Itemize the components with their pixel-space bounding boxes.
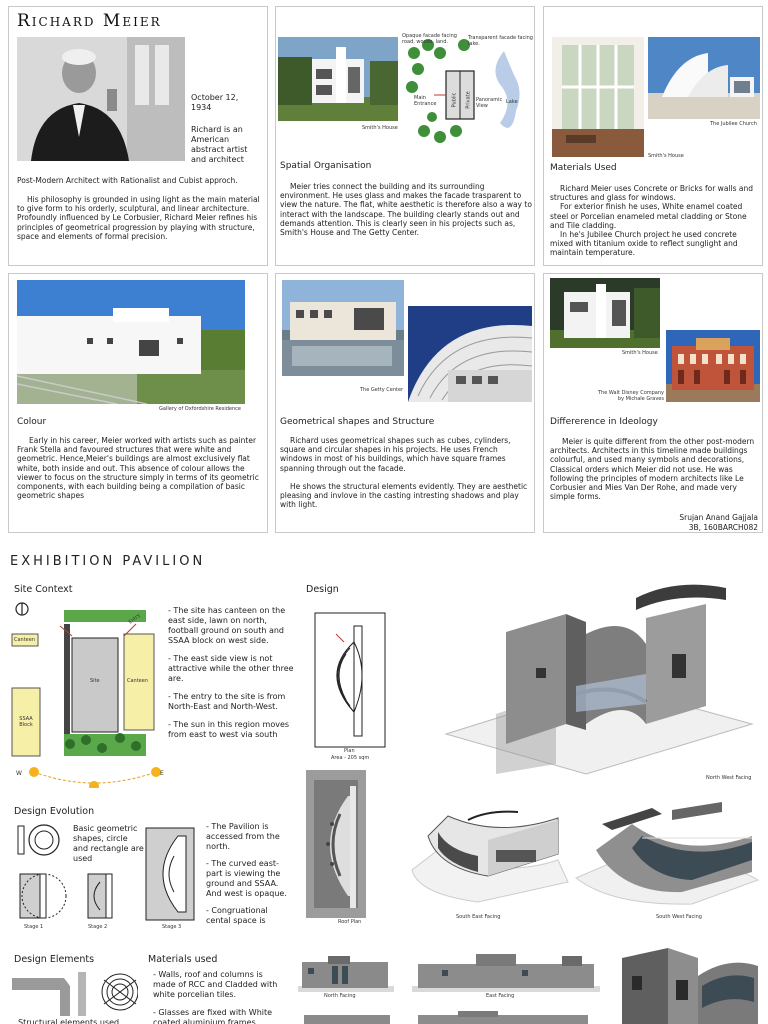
view-sw-caption: South West Facing	[656, 914, 702, 920]
ideology-heading: Differerence in Ideology	[550, 417, 658, 427]
spatial-heading: Spatial Organisation	[280, 161, 372, 171]
materials-heading: Materials Used	[550, 163, 617, 173]
label-view: Panoramic View	[476, 97, 503, 109]
site-heading: Site Context	[14, 584, 73, 595]
pavilion-materials-heading: Materials used	[148, 954, 218, 965]
geometry-p1: Richard uses geometrical shapes such as cubes, cylinders, square and circular shapes in his projects. He uses French windows in most of his buildings, which have square frames spanning through out the facade.	[280, 436, 511, 473]
card-colour	[8, 273, 268, 533]
view-nw-caption: North West Facing	[706, 775, 752, 781]
roof-plan	[306, 770, 366, 918]
site-label-east: E	[160, 770, 164, 777]
pavilion-materials-points	[153, 970, 285, 1024]
page-title: Richard Meier	[17, 11, 162, 31]
stage2-caption: Stage 2	[88, 924, 108, 930]
bio-short: Richard is an American abstract artist and architect	[191, 125, 248, 164]
render-south-east	[408, 790, 572, 912]
elements-text: Structural elements used	[18, 1018, 120, 1024]
materials-smiths-caption: Smith's House	[648, 153, 684, 159]
roof-plan-caption: Roof Plan	[338, 919, 362, 925]
site-label-canteen-right: Canteen	[127, 678, 149, 684]
site-point: - The east side view is not attractive while the other three are.	[168, 654, 294, 683]
evolution-points	[206, 822, 294, 926]
label-private: Private	[465, 91, 472, 109]
label-entrance: Main Entrance	[414, 95, 437, 107]
label-lake: Lake	[506, 99, 518, 105]
pavilion-material-point: - Glasses are fixed with White coated aluminium frames.	[153, 1008, 273, 1024]
smiths-house-photo	[278, 37, 398, 121]
ideology-smiths-photo	[550, 278, 660, 348]
card-ideology	[543, 273, 763, 533]
philosophy-text: His philosophy is grounded in using light as the main material to give form to his orderly, sculptural, and linear architecture. Profoundly influenced by Le Corbusier, Richard Meier refines his principles of geometrical progression by playing with structure, space and elements of formal precision.	[17, 195, 260, 241]
elements-drawing	[8, 966, 138, 1018]
materials-p3: In he's Jubilee Church project he used concrete mixed with titanium oxide to reflect sunglight and maintain temperature.	[550, 230, 738, 258]
render-corner	[618, 946, 762, 1024]
label-opaque: Opaque facade facing road, woods, land.	[402, 33, 457, 45]
evolution-stage3	[144, 826, 196, 922]
card-materials	[543, 6, 763, 266]
evolution-stage2	[84, 870, 122, 922]
elev-east-caption: East Facing	[486, 993, 515, 999]
site-label-site: Site	[90, 678, 100, 684]
ideology-smiths-caption: Smith's House	[622, 350, 658, 356]
geometry-body	[280, 436, 532, 509]
evolution-stage1	[16, 870, 70, 922]
plan-area: Area - 205 sqm	[331, 755, 370, 761]
jubilee-church-photo	[648, 37, 760, 119]
label-transparent: Transparent facade facing lake.	[468, 35, 533, 47]
evolution-intro: Basic geometric shapes, circle and rectangle are used	[73, 824, 144, 863]
card-meier-bio	[8, 6, 268, 266]
getty-caption: The Getty Center	[360, 387, 404, 393]
site-plan	[10, 598, 168, 788]
evolution-heading: Design Evolution	[14, 806, 95, 817]
tagline: Post-Modern Architect with Rationalist and Cubist approch.	[17, 176, 238, 185]
card-geometry	[275, 273, 535, 533]
oxfordshire-photo	[17, 280, 245, 404]
render-south-west	[572, 794, 762, 912]
pavilion-material-point: - Walls, roof and columns is made of RCC and Cladded with white porcelian tiles.	[153, 970, 278, 999]
disney-photo	[666, 330, 760, 402]
site-label-west: W	[16, 770, 22, 777]
site-label-canteen-left: Canteen	[14, 637, 36, 643]
elements-heading: Design Elements	[14, 954, 95, 965]
portrait-photo	[17, 37, 185, 161]
evolution-point: - The curved east-part is viewing the ground and SSAA. And west is opaque.	[206, 859, 287, 898]
pavilion-title: EXHIBITION PAVILION	[10, 554, 206, 569]
label-public: Public	[451, 92, 458, 108]
smiths-house-caption: Smith's House	[362, 125, 398, 131]
jubilee-caption: The Jubilee Church	[710, 121, 757, 127]
materials-p2: For exterior finish he uses, White enamel coated steel or Porcelian enameled metal cladding or Stone and Tile cladding.	[550, 202, 747, 230]
stage1-caption: Stage 1	[24, 924, 44, 930]
site-point: - The entry to the site is from North-East and North-West.	[168, 692, 286, 711]
getty-photo-1	[282, 280, 404, 376]
geometry-p2: He shows the structural elements evidently. They are aesthetic pleasing and invlove in the casting intresting shadows and play with light.	[280, 481, 528, 510]
floor-plan	[314, 612, 386, 748]
elev-north-caption: North Facing	[324, 993, 356, 999]
site-points	[168, 606, 298, 740]
site-point: - The site has canteen on the east side, lawn on north, football ground on south and SSAA block on west side.	[168, 606, 286, 645]
render-north-west	[436, 574, 762, 778]
author-id: 3B, 160BARCH082	[688, 523, 758, 532]
disney-caption: The Walt Disney Company by Michale Graves	[598, 390, 664, 402]
stage3-caption: Stage 3	[162, 924, 182, 930]
elevation-bottom-strip	[298, 1010, 598, 1024]
materials-p1: Richard Meier uses Concrete or Bricks for walls and structures and glass for windows.	[550, 184, 753, 203]
evolution-point: - Congruational cental space is	[206, 906, 268, 925]
materials-body	[550, 184, 760, 258]
elevation-north	[298, 952, 394, 992]
site-label-entry: Entry	[127, 612, 142, 626]
view-se-caption: South East Facing	[456, 914, 501, 920]
birth-date: October 12, 1934	[191, 93, 239, 112]
plan-caption: Plan	[344, 748, 355, 754]
ideology-body: Meier is quite different from the other post-modern architects. Architects in this timeline made buildings colourful, and used many symbols and decorations, Classical orders which Meier did not use. He was following the principles of modern architects like Le Corbusier and Mies Van Der Rohe, and made very simple forms.	[550, 437, 755, 502]
getty-photo-2	[408, 306, 532, 402]
colour-heading: Colour	[17, 417, 47, 427]
site-point: - The sun in this region moves from east to west via south	[168, 720, 290, 739]
spatial-body: Meier tries connect the building and its surrounding environment. He uses glass and makes the facade trasparent to view the nature. The flat, white aesthetic is therefore also a way to interact with the landscape. The building clearly stands out and demands attention. This is clearly seen in his projects such as, Smith's House and The Getty Center.	[280, 182, 532, 238]
evolution-circles	[14, 822, 66, 858]
site-label-ssaa: SSAA Block	[19, 716, 33, 728]
colour-body: Early in his career, Meier worked with artists such as painter Frank Stella and favoured structures that were white and geometric. Hence,Meier's buildings are almost exclusively flat white, both inside and out. This absence of colour allows the viewer to focus on the structure simply in terms of its geometric components, with each building being a compilation of basic geometric shapes	[17, 436, 259, 501]
author-name: Srujan Anand Gajjala	[679, 513, 758, 522]
interior-photo	[552, 37, 644, 157]
card-spatial	[275, 6, 535, 266]
elevation-east	[412, 952, 600, 992]
design-heading: Design	[306, 584, 339, 595]
oxfordshire-caption: Gallery of Oxfordshire Residence	[159, 406, 241, 412]
evolution-point: - The Pavilion is accessed from the north.	[206, 822, 280, 851]
geometry-heading: Geometrical shapes and Structure	[280, 417, 435, 427]
